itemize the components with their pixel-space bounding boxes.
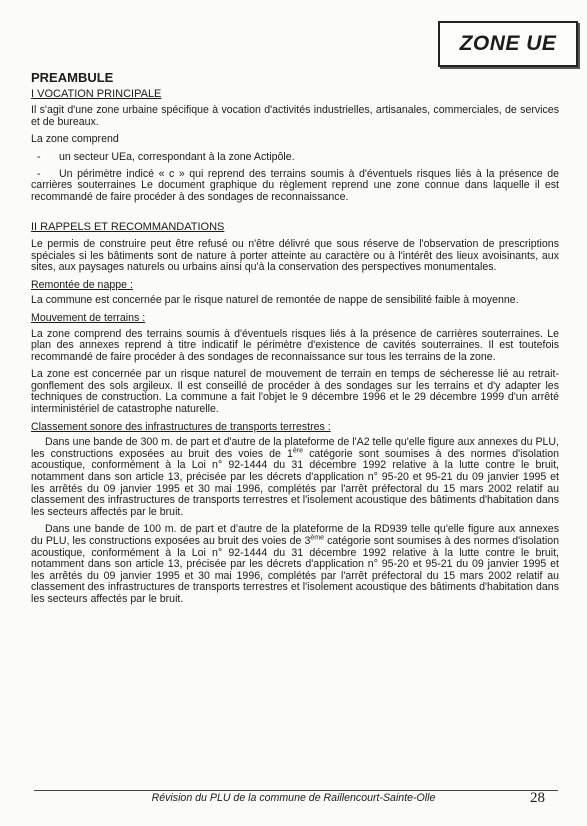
zone-label-box: ZONE UE bbox=[438, 21, 578, 67]
paragraph: La zone comprend des terrains soumis à d'éventuels risques liés à la présence de carrières souterraines. Le plan des annexes reprend à titre indicatif le périmètre d'existence de cavités souterraines. Il est toutefois recommandé de faire procéder à des sondages de reconnaissance sur tous les terrains de la zone. bbox=[31, 327, 559, 363]
page-title: PREAMBULE bbox=[31, 70, 114, 85]
paragraph-rd939 bbox=[31, 524, 559, 605]
subheading-classement-sonore: Classement sonore des infrastructures de transports terrestres : bbox=[31, 420, 331, 433]
list-item-text: un secteur UEa, correspondant à la zone Actipôle. bbox=[59, 150, 295, 163]
section-heading-rappels: II RAPPELS ET RECOMMANDATIONS bbox=[31, 221, 225, 234]
footer-text: Révision du PLU de la commune de Raillencourt-Sainte-Olle bbox=[151, 792, 436, 804]
list-item-text: Un périmètre indicé « c » qui reprend des terrains soumis à d'éventuels risques liés à la présence de carrières souterraines Le document graphique du règlement reprend une zone connue dans laquelle il est recommandé de faire procéder à des sondages de reconnaissance. bbox=[31, 167, 559, 203]
text-run: Dans une bande de 300 m. de part et d'autre de la plateforme de l'A2 telle qu'elle figure aux annexes du PLU, les constructions exposées au bruit des voies de 1 bbox=[31, 436, 559, 460]
paragraph: Il s'agit d'une zone urbaine spécifique à vocation d'activités industrielles, artisanales, commerciales, de services et de bureaux. bbox=[31, 104, 559, 128]
section-heading-vocation: I VOCATION PRINCIPALE bbox=[31, 87, 162, 100]
page-number: 28 bbox=[530, 790, 545, 806]
list-item bbox=[31, 169, 559, 204]
text-run: catégorie sont soumises à des normes d'isolation acoustique, conformément à la Loi n° 92-1444 du 31 décembre 1992 relative à la lutte contre le bruit, notamment dans son article 13, précisée par les décrets d'application n° 95-20 et 95-21 du 09 janvier 1995 et les arrêtés du 09 janvier 1995 et 30 mai 1996, complétés par l'arrêt préfectoral du 15 mars 2002 relatif au classement des infrastructures de transports terrestres et l'isolement acoustique des bâtiments d'habitation dans les secteurs affectés par le bruit. bbox=[31, 535, 559, 605]
text-run: catégorie sont soumises à des normes d'isolation acoustique, conformément à la Loi n° 92-1444 du 31 décembre 1992 relative à la lutte contre le bruit, notamment dans son article 13, précisée par les décrets d'application n° 95-20 et 95-21 du 09 janvier 1995 et les arrêtés du 09 janvier 1995 et 30 mai 1996, complétés par l'arrêt préfectoral du 15 mars 2002 relatif au classement des infrastructures de transports terrestres et l'isolement acoustique des bâtiments d'habitation dans les secteurs affectés par le bruit. bbox=[31, 447, 559, 518]
paragraph: Le permis de construire peut être refusé ou n'être délivré que sous réserve de l'observation de prescriptions spéciales si les bâtiments sont de nature à porter atteinte au caractère ou à l'intérêt des lieux avoisinants, aux sites, aux paysages naturels ou urbains ainsi qu'à la conservation des perspectives monumentales. bbox=[31, 237, 559, 274]
dash-bullet-icon: - bbox=[37, 150, 41, 163]
text-run: Dans une bande de 100 m. de part et d'autre de la plateforme de la RD939 telle qu'elle figure aux annexes du PLU, les constructions exposées au bruit des voies de 3 bbox=[31, 523, 559, 547]
superscript: ème bbox=[310, 534, 324, 542]
paragraph: La zone comprend bbox=[31, 133, 119, 146]
paragraph-a2 bbox=[31, 437, 559, 518]
document-body bbox=[31, 72, 559, 612]
paragraph: La commune est concernée par le risque naturel de remontée de nappe de sensibilité faible à moyenne. bbox=[31, 294, 519, 307]
list-item bbox=[31, 152, 559, 164]
subheading-terrains: Mouvement de terrains : bbox=[31, 311, 146, 324]
paragraph: La zone est concernée par un risque naturel de mouvement de terrain en temps de sécheresse lié au retrait-gonflement des sols argileux. Il est conseillé de procéder à des sondages sur les terrains et d'y adapter les techniques de construction. La commune a fait l'objet le 9 décembre 1996 et le 29 décembre 1999 d'un arrêté interministériel de catastrophe naturelle. bbox=[31, 368, 559, 416]
footer-divider bbox=[34, 790, 558, 791]
dash-bullet-icon: - bbox=[37, 167, 41, 180]
subheading-nappe: Remontée de nappe : bbox=[31, 278, 133, 291]
superscript: ère bbox=[292, 447, 303, 455]
zone-list bbox=[31, 152, 559, 203]
